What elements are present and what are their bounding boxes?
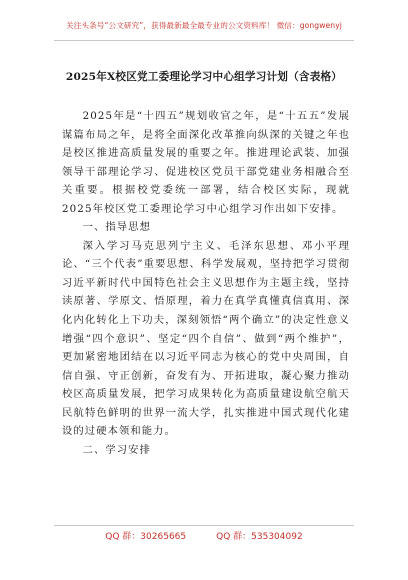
header-notice: 关注头条号“公文研究”，获得最新最全最专业的公文资料库！ 微信：gongwenyj bbox=[66, 21, 342, 30]
footer-contact bbox=[0, 529, 408, 542]
header-divider bbox=[54, 40, 354, 41]
intro-paragraph: 2025年是“十四五”规划收官之年，是“十五五”发展谋篇布局之年，是将全面深化改革推向纵深的关键之年也是校区推进高质量发展的重要之年。推进理论武装、加强领导干部理论学习、促进校区党员干部党建业务相融合至关重要。根据校党委统一部署，结合校区实际，现就2025年校区党工委理论学习中心组学习作出如下安排。 bbox=[62, 110, 350, 215]
footer-qq-group-2: QQ 群：535304092 bbox=[216, 532, 303, 542]
section-heading-study-arrangement: 二、学习安排 bbox=[82, 443, 151, 456]
footer-divider bbox=[54, 525, 354, 526]
document-title: 2025年X校区党工委理论学习中心组学习计划（含表格） bbox=[65, 71, 343, 83]
guiding-ideology-paragraph: 深入学习马克思列宁主义、毛泽东思想、邓小平理论、“三个代表”重要思想、科学发展观，坚持把学习贯彻习近平新时代中国特色社会主义思想作为主题主线，坚持读原著、学原文、悟原理，着力在真学真懂真信真用、深化内化转化上下功夫，深刻领悟“两个确立”的决定性意义增强“四个意识”、坚定“四个自信”、做到“两个维护”，更加紧密地团结在以习近平同志为核心的党中央周围，自信自强、守正创新，奋发有为、开拓进取，凝心聚力推动校区高质量发展，把学习成果转化为高质量建设航空航天民航特色鲜明的世界一流大学，扎实推进中国式现代化建设的过硬本领和能力。 bbox=[62, 239, 350, 438]
document-body bbox=[62, 107, 350, 459]
section-heading-guiding-ideology: 一、指导思想 bbox=[82, 221, 151, 234]
footer-qq-group-1: QQ 群：30265665 bbox=[105, 532, 187, 542]
